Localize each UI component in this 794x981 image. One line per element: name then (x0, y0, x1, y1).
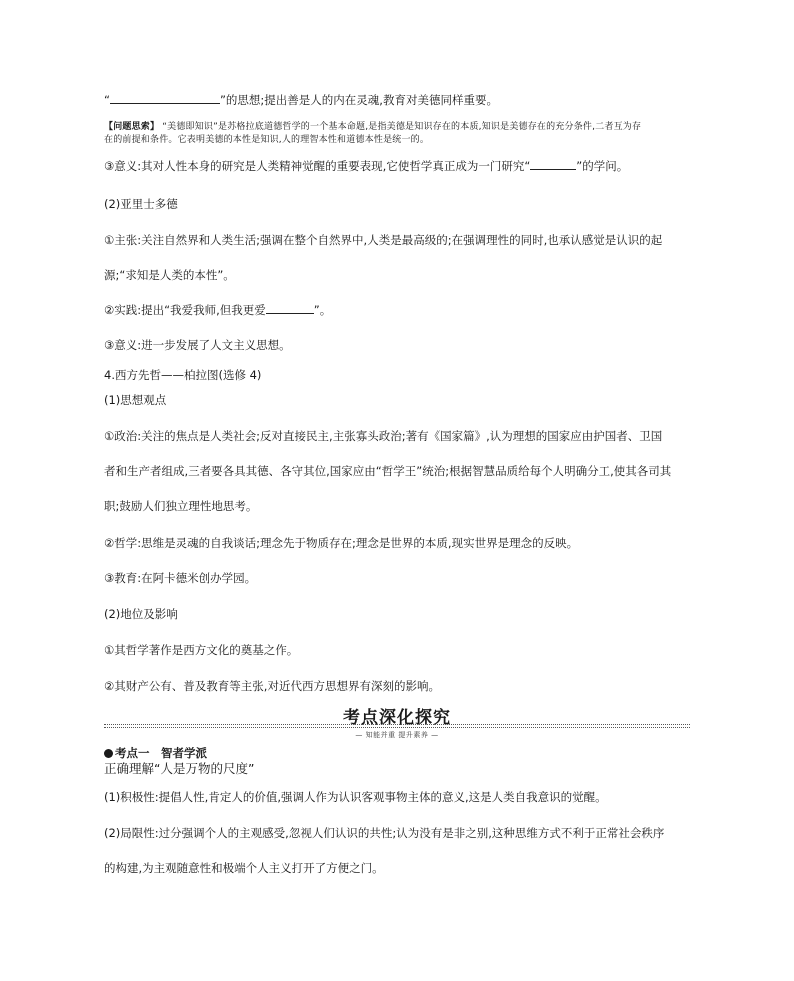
text-line (104, 158, 628, 174)
note-label: 【问题思索】 (104, 122, 160, 132)
fill-blank[interactable] (266, 302, 314, 314)
note-line (104, 121, 641, 133)
exam-point-heading (104, 745, 207, 761)
topic-heading: 正确理解“人是万物的尺度” (104, 761, 255, 776)
section-heading: 4.西方先哲——柏拉图(选修 4) (104, 368, 262, 382)
text-fragment: ”的思想;提出善是人的内在灵魂,教育对美德同样重要。 (219, 93, 498, 107)
text-fragment: ”。 (313, 303, 332, 317)
section-banner-subtitle: — 知能并重 提升素养 — (355, 731, 439, 739)
text-line: ①政治:关注的焦点是人类社会;反对直接民主,主张寡头政治;著有《国家篇》,认为理想的国家应由护国者、卫国 (104, 429, 663, 443)
text-line: ②其财产公有、普及教育等主张,对近代西方思想界有深刻的影响。 (104, 679, 440, 693)
text-line: 者和生产者组成,三者要各具其德、各守其位,国家应由“哲学王”统治;根据智慧品质给每个人明确分工,使其各司其 (104, 464, 672, 478)
text-line: ①主张:关注自然界和人类生活;强调在整个自然界中,人类是最高级的;在强调理性的同时,也承认感觉是认识的起 (104, 233, 663, 247)
subheading: (1)思想观点 (104, 393, 167, 407)
text-line: (1)积极性:提倡人性,肯定人的价值,强调人作为认识客观事物主体的意义,这是人类自我意识的觉醒。 (104, 790, 607, 804)
text-line: ③教育:在阿卡德米创办学园。 (104, 571, 257, 585)
text-line (104, 302, 331, 318)
bullet-icon (104, 749, 113, 758)
text-line: 的构建,为主观随意性和极端个人主义打开了方便之门。 (104, 861, 384, 875)
subheading: (2)地位及影响 (104, 607, 178, 621)
divider (104, 724, 690, 725)
text-line: ②哲学:思维是灵魂的自我谈话;理念先于物质存在;理念是世界的本质,现实世界是理念的反映。 (104, 536, 579, 550)
fill-blank[interactable] (110, 92, 220, 104)
note-line (104, 134, 429, 146)
text-line (104, 92, 498, 108)
section-banner-title: 考点深化探究 (343, 708, 451, 728)
note-text: “美德即知识”是苏格拉底道德哲学的一个基本命题,是指美德是知识存在的本质,知识是美德存在的充分条件,二者互为存 (162, 122, 642, 132)
text-line: ③意义:进一步发展了人文主义思想。 (104, 338, 291, 352)
text-fragment: ”的学问。 (576, 159, 629, 173)
text-line: 职;鼓励人们独立理性地思考。 (104, 499, 258, 513)
text-line: 源;“求知是人类的本性”。 (104, 268, 235, 282)
fill-blank[interactable] (530, 158, 576, 170)
divider (104, 727, 690, 728)
text-fragment: ③意义:其对人性本身的研究是人类精神觉醒的重要表现,它使哲学真正成为一门研究“ (104, 159, 531, 173)
text-fragment: “ (104, 93, 110, 107)
exam-point-label: 考点一 智者学派 (115, 746, 207, 760)
note-text: 在的前提和条件。它表明美德的本性是知识,人的理智本性和道德本性是统一的。 (104, 135, 430, 145)
text-fragment: ②实践:提出“我爱我师,但我更爱 (104, 303, 266, 317)
subheading: (2)亚里士多德 (104, 197, 178, 211)
text-line: (2)局限性:过分强调个人的主观感受,忽视人们认识的共性;认为没有是非之别,这种思维方式不利于正常社会秩序 (104, 826, 665, 840)
text-line: ①其哲学著作是西方文化的奠基之作。 (104, 643, 299, 657)
